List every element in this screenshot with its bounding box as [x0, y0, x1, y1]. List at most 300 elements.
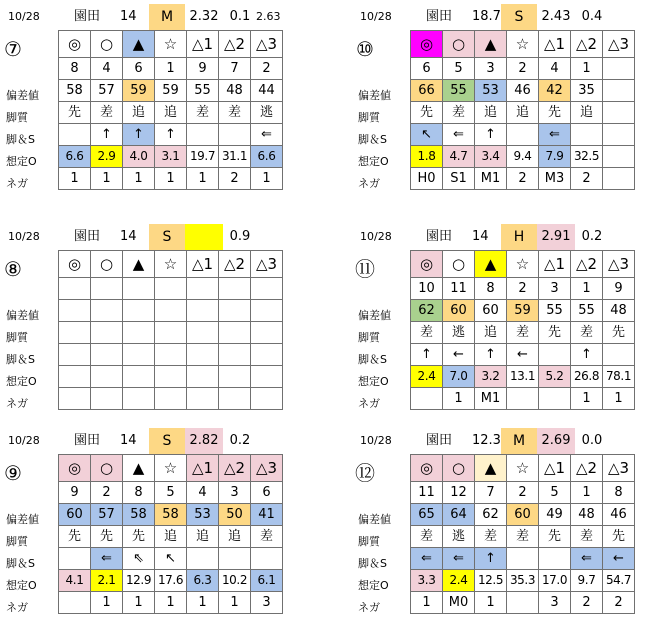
- header-index-value: 2.91: [537, 224, 575, 250]
- running-style-cell: 追: [475, 102, 507, 124]
- negative-cell: 1: [571, 388, 603, 410]
- expected-odds-cell: 7.0: [443, 366, 475, 388]
- deviation-cell: 49: [539, 504, 571, 526]
- running-style-cell: 逃: [443, 526, 475, 548]
- running-style-cell: 差: [251, 526, 283, 548]
- running-style-cell: 逃: [251, 102, 283, 124]
- prediction-table: [58, 250, 283, 410]
- race-number: ⑩: [356, 37, 374, 61]
- negative-cell: M1: [475, 388, 507, 410]
- negative-cell: 2: [603, 592, 635, 614]
- negative-cell: 1: [219, 592, 251, 614]
- deviation-cell: 59: [155, 80, 187, 102]
- track-condition-badge: S: [501, 4, 537, 30]
- running-style-cell: [123, 322, 155, 344]
- race-header: [0, 224, 308, 250]
- table-row: [59, 344, 283, 366]
- speed-arrow-cell: [59, 344, 91, 366]
- negative-cell: 1: [603, 388, 635, 410]
- horse-number-cell: [59, 278, 91, 300]
- mark-cell: △3: [251, 31, 283, 58]
- mark-cell: ◎: [411, 31, 443, 58]
- track-condition-badge: S: [149, 428, 185, 454]
- table-row: [411, 102, 635, 124]
- header-diff-value: 0.2: [581, 229, 603, 244]
- row-label: 脚＆S: [6, 557, 35, 570]
- negative-cell: 2: [507, 168, 539, 190]
- negative-cell: 3: [539, 592, 571, 614]
- table-row: [411, 455, 635, 482]
- mark-cell: ▲: [475, 455, 507, 482]
- row-label: 想定O: [358, 579, 389, 592]
- running-style-cell: 追: [187, 526, 219, 548]
- table-row: [59, 526, 283, 548]
- row-label: ネガ: [6, 177, 28, 190]
- negative-cell: 1: [411, 592, 443, 614]
- header-extra-value: 2.63: [256, 10, 281, 23]
- race-date: 10/28: [8, 230, 40, 243]
- row-label: 想定O: [6, 155, 37, 168]
- horse-number-cell: 1: [155, 58, 187, 80]
- speed-arrow-cell: ←: [507, 344, 539, 366]
- table-row: [59, 278, 283, 300]
- running-style-cell: 差: [187, 102, 219, 124]
- expected-odds-cell: 31.1: [219, 146, 251, 168]
- horse-number-cell: 3: [219, 482, 251, 504]
- speed-arrow-cell: ⇐: [443, 124, 475, 146]
- horse-number-cell: 11: [443, 278, 475, 300]
- running-style-cell: 追: [155, 102, 187, 124]
- horse-number-cell: 2: [507, 278, 539, 300]
- speed-arrow-cell: ↑: [571, 344, 603, 366]
- negative-cell: [507, 592, 539, 614]
- running-style-cell: 追: [123, 102, 155, 124]
- race-venue: 園田: [74, 229, 101, 244]
- mark-cell: △3: [251, 251, 283, 278]
- expected-odds-cell: 4.1: [59, 570, 91, 592]
- expected-odds-cell: [603, 146, 635, 168]
- race-panel: [352, 224, 660, 429]
- deviation-cell: [155, 300, 187, 322]
- running-style-cell: 追: [219, 526, 251, 548]
- negative-cell: 1: [59, 168, 91, 190]
- prediction-table: [410, 30, 635, 190]
- speed-arrow-cell: ⇐: [571, 548, 603, 570]
- mark-cell: ○: [91, 251, 123, 278]
- expected-odds-cell: [251, 366, 283, 388]
- negative-cell: M1: [475, 168, 507, 190]
- running-style-cell: 差: [411, 322, 443, 344]
- race-number: ⑨: [4, 461, 22, 485]
- deviation-cell: 46: [507, 80, 539, 102]
- expected-odds-cell: 2.9: [91, 146, 123, 168]
- negative-cell: 2: [571, 168, 603, 190]
- track-condition-badge: S: [149, 224, 185, 250]
- horse-number-cell: 8: [475, 278, 507, 300]
- row-label: 脚＆S: [6, 353, 35, 366]
- deviation-cell: 58: [155, 504, 187, 526]
- expected-odds-cell: 3.4: [475, 146, 507, 168]
- table-row: [59, 482, 283, 504]
- negative-cell: 2: [219, 168, 251, 190]
- speed-arrow-cell: [507, 124, 539, 146]
- speed-arrow-cell: [187, 344, 219, 366]
- deviation-cell: 48: [603, 300, 635, 322]
- horse-number-cell: 9: [603, 278, 635, 300]
- running-style-cell: 先: [539, 526, 571, 548]
- row-label: 脚質: [6, 111, 28, 124]
- race-number: ⑧: [4, 257, 22, 281]
- running-style-cell: 追: [507, 102, 539, 124]
- table-row: [411, 58, 635, 80]
- horse-number-cell: 8: [123, 482, 155, 504]
- mark-cell: ○: [91, 31, 123, 58]
- speed-arrow-cell: ↑: [475, 548, 507, 570]
- speed-arrow-cell: [59, 548, 91, 570]
- row-label: 偏差値: [6, 309, 39, 322]
- expected-odds-cell: 6.6: [251, 146, 283, 168]
- race-field-value: 12.3: [472, 433, 501, 448]
- table-row: [411, 388, 635, 410]
- expected-odds-cell: 1.8: [411, 146, 443, 168]
- deviation-cell: [123, 300, 155, 322]
- table-row: [59, 146, 283, 168]
- row-label: ネガ: [358, 177, 380, 190]
- race-header: [352, 4, 660, 30]
- running-style-cell: 差: [91, 102, 123, 124]
- deviation-cell: 58: [123, 504, 155, 526]
- negative-cell: 1: [187, 592, 219, 614]
- deviation-cell: 48: [219, 80, 251, 102]
- speed-arrow-cell: [539, 344, 571, 366]
- deviation-cell: 66: [411, 80, 443, 102]
- table-row: [59, 31, 283, 58]
- race-field-value: 14: [120, 229, 137, 244]
- speed-arrow-cell: ↑: [155, 124, 187, 146]
- expected-odds-cell: [187, 366, 219, 388]
- table-row: [59, 124, 283, 146]
- expected-odds-cell: 7.9: [539, 146, 571, 168]
- deviation-cell: 53: [187, 504, 219, 526]
- mark-cell: △2: [571, 455, 603, 482]
- race-header: [352, 224, 660, 250]
- running-style-cell: [91, 322, 123, 344]
- deviation-cell: 46: [603, 504, 635, 526]
- expected-odds-cell: [59, 366, 91, 388]
- horse-number-cell: 4: [91, 58, 123, 80]
- race-venue: 園田: [426, 433, 453, 448]
- running-style-cell: 先: [123, 526, 155, 548]
- running-style-cell: 追: [571, 102, 603, 124]
- speed-arrow-cell: [251, 548, 283, 570]
- speed-arrow-cell: ↑: [475, 344, 507, 366]
- speed-arrow-cell: ↖: [155, 548, 187, 570]
- negative-cell: H0: [411, 168, 443, 190]
- expected-odds-cell: 54.7: [603, 570, 635, 592]
- speed-arrow-cell: ↖: [411, 124, 443, 146]
- horse-number-cell: 4: [187, 482, 219, 504]
- mark-cell: △3: [251, 455, 283, 482]
- deviation-cell: 55: [443, 80, 475, 102]
- deviation-cell: 60: [507, 504, 539, 526]
- running-style-cell: 先: [59, 526, 91, 548]
- table-row: [411, 300, 635, 322]
- table-row: [411, 31, 635, 58]
- mark-cell: ◎: [59, 31, 91, 58]
- speed-arrow-cell: ⇐: [443, 548, 475, 570]
- mark-cell: △1: [539, 31, 571, 58]
- row-label: 脚質: [358, 331, 380, 344]
- negative-cell: S1: [443, 168, 475, 190]
- mark-cell: ☆: [507, 251, 539, 278]
- negative-cell: 1: [155, 592, 187, 614]
- horse-number-cell: 1: [571, 58, 603, 80]
- speed-arrow-cell: [251, 344, 283, 366]
- row-label: 脚質: [6, 535, 28, 548]
- prediction-table: [410, 250, 635, 410]
- mark-cell: ☆: [155, 31, 187, 58]
- deviation-cell: 41: [251, 504, 283, 526]
- expected-odds-cell: 2.1: [91, 570, 123, 592]
- negative-cell: 1: [187, 168, 219, 190]
- speed-arrow-cell: ←: [443, 344, 475, 366]
- negative-cell: M0: [443, 592, 475, 614]
- expected-odds-cell: [155, 366, 187, 388]
- speed-arrow-cell: [603, 344, 635, 366]
- table-row: [59, 102, 283, 124]
- table-row: [411, 124, 635, 146]
- track-condition-badge: M: [149, 4, 185, 30]
- negative-cell: [91, 388, 123, 410]
- speed-arrow-cell: [219, 548, 251, 570]
- row-label: ネガ: [358, 601, 380, 614]
- race-panel: [0, 428, 308, 633]
- negative-cell: 1: [123, 168, 155, 190]
- race-field-value: 18.7: [472, 9, 501, 24]
- row-label: 偏差値: [6, 513, 39, 526]
- table-row: [411, 366, 635, 388]
- row-label: 想定O: [6, 579, 37, 592]
- race-field-value: 14: [120, 9, 137, 24]
- negative-cell: 1: [443, 388, 475, 410]
- mark-cell: △2: [219, 31, 251, 58]
- horse-number-cell: [187, 278, 219, 300]
- race-venue: 園田: [426, 9, 453, 24]
- negative-cell: 1: [251, 168, 283, 190]
- deviation-cell: [251, 300, 283, 322]
- speed-arrow-cell: ←: [603, 548, 635, 570]
- table-row: [59, 58, 283, 80]
- mark-cell: ☆: [155, 251, 187, 278]
- negative-cell: [59, 388, 91, 410]
- mark-cell: ○: [443, 455, 475, 482]
- expected-odds-cell: 2.4: [443, 570, 475, 592]
- race-header: [352, 428, 660, 454]
- negative-cell: M3: [539, 168, 571, 190]
- mark-cell: △3: [603, 251, 635, 278]
- negative-cell: [411, 388, 443, 410]
- row-label: 脚質: [358, 535, 380, 548]
- horse-number-cell: 8: [59, 58, 91, 80]
- running-style-cell: [603, 102, 635, 124]
- expected-odds-cell: 3.1: [155, 146, 187, 168]
- horse-number-cell: 9: [187, 58, 219, 80]
- expected-odds-cell: 32.5: [571, 146, 603, 168]
- mark-cell: ◎: [59, 251, 91, 278]
- table-row: [411, 344, 635, 366]
- deviation-cell: 60: [59, 504, 91, 526]
- negative-cell: [603, 168, 635, 190]
- race-date: 10/28: [360, 10, 392, 23]
- race-panel: [352, 4, 660, 209]
- horse-number-cell: 7: [219, 58, 251, 80]
- table-row: [411, 322, 635, 344]
- deviation-cell: 59: [507, 300, 539, 322]
- running-style-cell: 逃: [443, 322, 475, 344]
- table-row: [411, 526, 635, 548]
- deviation-cell: 62: [411, 300, 443, 322]
- horse-number-cell: [155, 278, 187, 300]
- running-style-cell: 差: [411, 526, 443, 548]
- deviation-cell: 48: [571, 504, 603, 526]
- negative-cell: [59, 592, 91, 614]
- negative-cell: 1: [91, 592, 123, 614]
- race-date: 10/28: [8, 10, 40, 23]
- horse-number-cell: [251, 278, 283, 300]
- running-style-cell: 先: [539, 102, 571, 124]
- row-label: 脚＆S: [358, 353, 387, 366]
- horse-number-cell: 5: [443, 58, 475, 80]
- row-label: 脚質: [358, 111, 380, 124]
- negative-cell: [187, 388, 219, 410]
- deviation-cell: [59, 300, 91, 322]
- expected-odds-cell: 26.8: [571, 366, 603, 388]
- prediction-table: [410, 454, 635, 614]
- mark-cell: ○: [91, 455, 123, 482]
- horse-number-cell: 2: [251, 58, 283, 80]
- race-date: 10/28: [360, 230, 392, 243]
- deviation-cell: 55: [571, 300, 603, 322]
- race-panel: [352, 428, 660, 633]
- horse-number-cell: 12: [443, 482, 475, 504]
- horse-number-cell: [603, 58, 635, 80]
- deviation-cell: 55: [539, 300, 571, 322]
- table-row: [411, 482, 635, 504]
- horse-number-cell: 3: [475, 58, 507, 80]
- expected-odds-cell: 9.7: [571, 570, 603, 592]
- running-style-cell: [59, 322, 91, 344]
- race-number: ⑪: [355, 257, 375, 281]
- expected-odds-cell: 35.3: [507, 570, 539, 592]
- mark-cell: ☆: [507, 455, 539, 482]
- expected-odds-cell: [91, 366, 123, 388]
- negative-cell: [507, 388, 539, 410]
- deviation-cell: [603, 80, 635, 102]
- expected-odds-cell: 12.9: [123, 570, 155, 592]
- race-venue: 園田: [74, 433, 101, 448]
- horse-number-cell: 5: [155, 482, 187, 504]
- speed-arrow-cell: [187, 124, 219, 146]
- negative-cell: 1: [123, 592, 155, 614]
- deviation-cell: 60: [443, 300, 475, 322]
- race-panel: [0, 4, 308, 209]
- mark-cell: ◎: [59, 455, 91, 482]
- deviation-cell: 59: [123, 80, 155, 102]
- race-number: ⑦: [4, 37, 22, 61]
- table-row: [411, 278, 635, 300]
- table-row: [59, 251, 283, 278]
- deviation-cell: [187, 300, 219, 322]
- header-index-value: 2.69: [537, 428, 575, 454]
- row-label: 脚＆S: [358, 133, 387, 146]
- expected-odds-cell: 3.2: [475, 366, 507, 388]
- running-style-cell: [219, 322, 251, 344]
- mark-cell: △1: [187, 31, 219, 58]
- horse-number-cell: 11: [411, 482, 443, 504]
- table-row: [411, 548, 635, 570]
- deviation-cell: 57: [91, 504, 123, 526]
- mark-cell: ▲: [123, 455, 155, 482]
- mark-cell: △2: [571, 31, 603, 58]
- running-style-cell: 先: [411, 102, 443, 124]
- race-date: 10/28: [360, 434, 392, 447]
- header-index-value: 2.43: [541, 9, 571, 24]
- table-row: [59, 570, 283, 592]
- table-row: [59, 168, 283, 190]
- race-venue: 園田: [426, 229, 453, 244]
- mark-cell: ◎: [411, 251, 443, 278]
- running-style-cell: [187, 322, 219, 344]
- running-style-cell: 先: [59, 102, 91, 124]
- track-condition-badge: M: [501, 428, 537, 454]
- expected-odds-cell: 19.7: [187, 146, 219, 168]
- row-label: ネガ: [6, 397, 28, 410]
- horse-number-cell: [123, 278, 155, 300]
- speed-arrow-cell: ⇐: [539, 124, 571, 146]
- race-field-value: 14: [120, 433, 137, 448]
- row-label: 脚＆S: [358, 557, 387, 570]
- deviation-cell: 55: [187, 80, 219, 102]
- table-row: [411, 570, 635, 592]
- running-style-cell: 先: [91, 526, 123, 548]
- table-row: [59, 548, 283, 570]
- table-row: [59, 388, 283, 410]
- running-style-cell: 差: [507, 526, 539, 548]
- running-style-cell: 差: [475, 526, 507, 548]
- race-header: [0, 4, 308, 30]
- mark-cell: ▲: [123, 251, 155, 278]
- speed-arrow-cell: [539, 548, 571, 570]
- horse-number-cell: 10: [411, 278, 443, 300]
- race-field-value: 14: [472, 229, 489, 244]
- deviation-cell: 62: [475, 504, 507, 526]
- mark-cell: △1: [539, 251, 571, 278]
- speed-arrow-cell: [219, 124, 251, 146]
- horse-number-cell: 6: [411, 58, 443, 80]
- expected-odds-cell: 4.0: [123, 146, 155, 168]
- expected-odds-cell: [123, 366, 155, 388]
- horse-number-cell: 2: [507, 482, 539, 504]
- mark-cell: ○: [443, 251, 475, 278]
- horse-number-cell: 1: [571, 482, 603, 504]
- deviation-cell: 53: [475, 80, 507, 102]
- horse-number-cell: 6: [123, 58, 155, 80]
- row-label: 想定O: [358, 375, 389, 388]
- speed-arrow-cell: ↑: [411, 344, 443, 366]
- mark-cell: ☆: [507, 31, 539, 58]
- mark-cell: ▲: [475, 251, 507, 278]
- expected-odds-cell: 4.7: [443, 146, 475, 168]
